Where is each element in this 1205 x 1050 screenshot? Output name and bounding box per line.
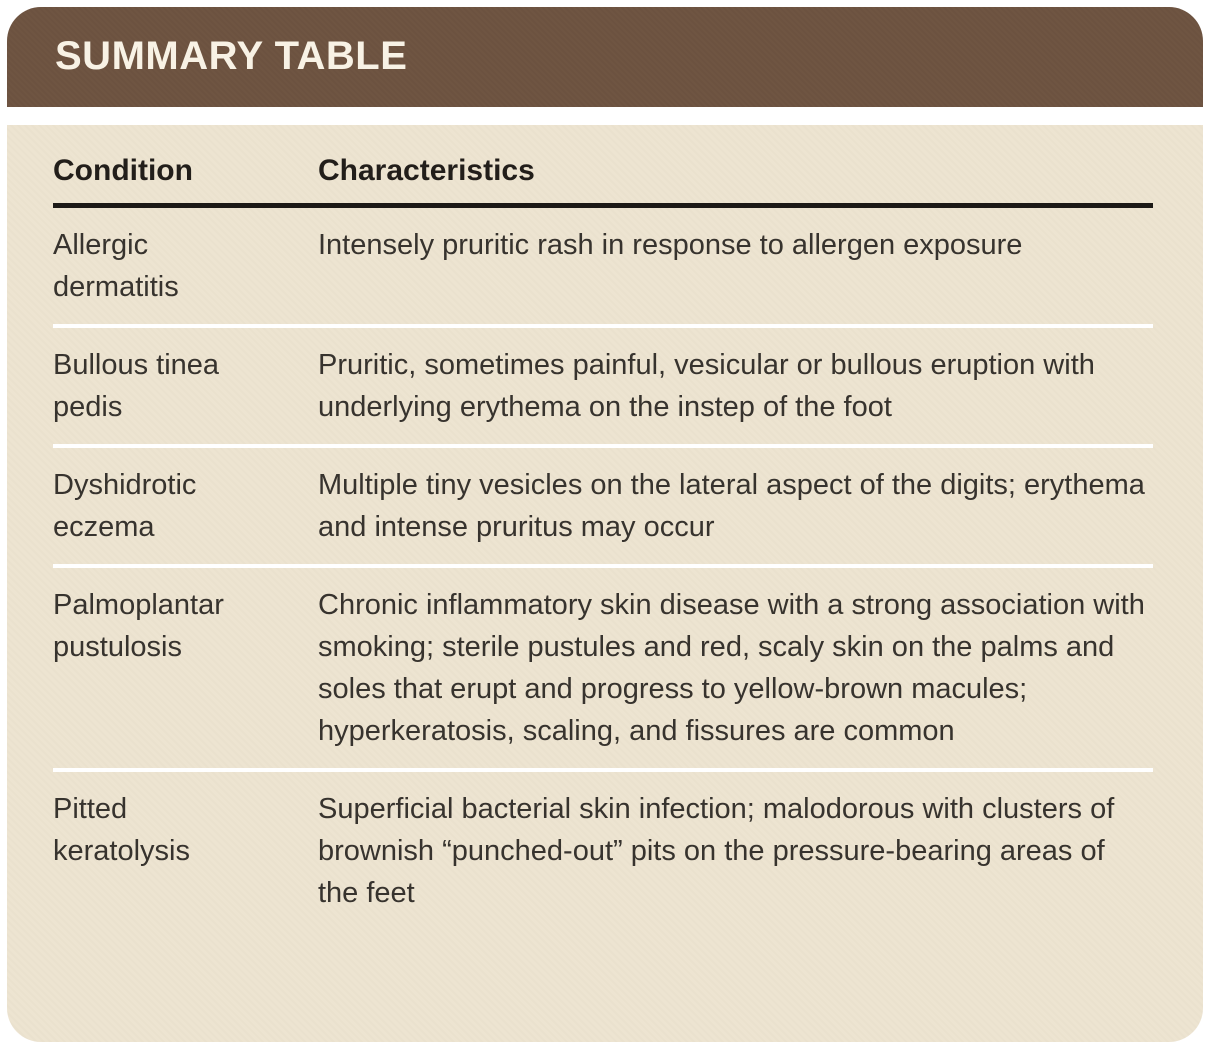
- characteristics-cell: Intensely pruritic rash in response to allergen exposure: [318, 229, 1023, 261]
- condition-cell: Pitted keratolysis: [53, 770, 318, 930]
- condition-cell: Palmoplantar pustulosis: [53, 566, 318, 770]
- characteristics-cell: Superficial bacterial skin infection; malodorous with clusters of brownish “punched-out” pits on the pressure-bearing areas of the feet: [318, 770, 1153, 930]
- summary-table-header-bar: [7, 7, 1203, 107]
- summary-table-body: [7, 125, 1203, 1042]
- characteristics-cell: Pruritic, sometimes painful, vesicular or bullous eruption with underlying erythema on the instep of the foot: [318, 326, 1153, 446]
- table-row: [53, 326, 1153, 446]
- table-row: [53, 446, 1153, 566]
- condition-cell: Dyshidrotic eczema: [53, 446, 318, 566]
- table-row: [53, 206, 1153, 327]
- condition-cell: Bullous tinea pedis: [53, 326, 318, 446]
- table-rows: [53, 206, 1153, 931]
- summary-table: [53, 153, 1153, 930]
- column-header-row: [53, 153, 1153, 206]
- table-row: [53, 770, 1153, 930]
- condition-cell: Allergic dermatitis: [53, 229, 179, 303]
- column-header-condition: Condition: [53, 153, 318, 206]
- card-title: SUMMARY TABLE: [55, 33, 408, 78]
- column-header-characteristics: Characteristics: [318, 153, 1153, 206]
- characteristics-cell: Multiple tiny vesicles on the lateral aspect of the digits; erythema and intense pruritus may occur: [318, 446, 1153, 566]
- header-body-gap: [7, 107, 1203, 125]
- table-row: [53, 566, 1153, 770]
- summary-table-card: [7, 7, 1203, 1042]
- characteristics-cell: Chronic inflammatory skin disease with a strong association with smoking; sterile pustules and red, scaly skin on the palms and soles that erupt and progress to yellow-brown macules; hyperkeratosis, scaling, and fissures are common: [318, 566, 1153, 770]
